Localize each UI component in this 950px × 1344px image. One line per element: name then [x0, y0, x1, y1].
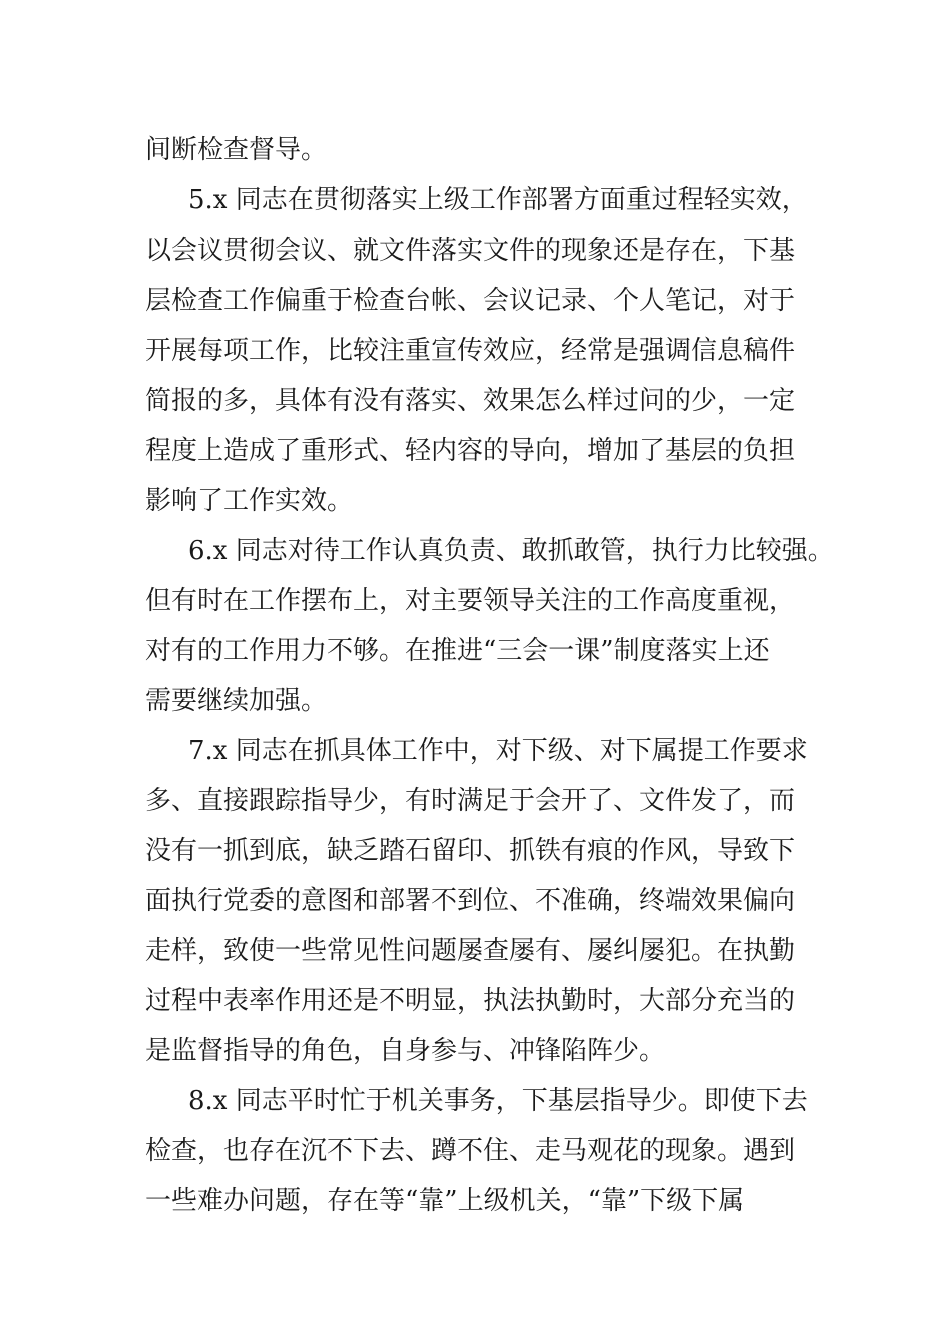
- text-line: 是监督指导的角色，自身参与、冲锋陷阵少。: [145, 1036, 666, 1066]
- text-line: 面执行党委的意图和部署不到位、不准确，终端效果偏向: [145, 886, 796, 916]
- paragraph-7-start: 7.x 同志在抓具体工作中，对下级、对下属提工作要求: [188, 736, 808, 766]
- paragraph-6-start: 6.x 同志对待工作认真负责、敢抓敢管，执行力比较强。: [188, 536, 834, 566]
- paragraph-5-start: 5.x 同志在贯彻落实上级工作部署方面重过程轻实效，: [188, 185, 808, 215]
- text-line: 影响了工作实效。: [145, 486, 354, 516]
- text-line: 简报的多，具体有没有落实、效果怎么样过问的少，一定: [145, 386, 796, 416]
- text-line: 多、直接跟踪指导少，有时满足于会开了、文件发了，而: [145, 786, 796, 816]
- paragraph-8-start: 8.x 同志平时忙于机关事务，下基层指导少。即使下去: [188, 1086, 808, 1116]
- text-line: 走样，致使一些常见性问题屡查屡有、屡纠屡犯。在执勤: [145, 936, 796, 966]
- text-line: 程度上造成了重形式、轻内容的导向，增加了基层的负担: [145, 436, 796, 466]
- text-line: 过程中表率作用还是不明显，执法执勤时，大部分充当的: [145, 986, 796, 1016]
- text-line: 间断检查督导。: [145, 135, 328, 165]
- text-line: 需要继续加强。: [145, 686, 328, 716]
- text-line: 开展每项工作，比较注重宣传效应，经常是强调信息稿件: [145, 336, 796, 366]
- text-line: 以会议贯彻会议、就文件落实文件的现象还是存在，下基: [145, 236, 796, 266]
- text-line: 一些难办问题，存在等“靠”上级机关，“靠”下级下属: [145, 1186, 745, 1216]
- text-line: 对有的工作用力不够。在推进“三会一课”制度落实上还: [145, 636, 770, 666]
- text-line: 但有时在工作摆布上，对主要领导关注的工作高度重视，: [145, 586, 796, 616]
- text-line: 没有一抓到底，缺乏踏石留印、抓铁有痕的作风，导致下: [145, 836, 796, 866]
- text-line: 检查，也存在沉不下去、蹲不住、走马观花的现象。遇到: [145, 1136, 796, 1166]
- text-line: 层检查工作偏重于检查台帐、会议记录、个人笔记，对于: [145, 286, 796, 316]
